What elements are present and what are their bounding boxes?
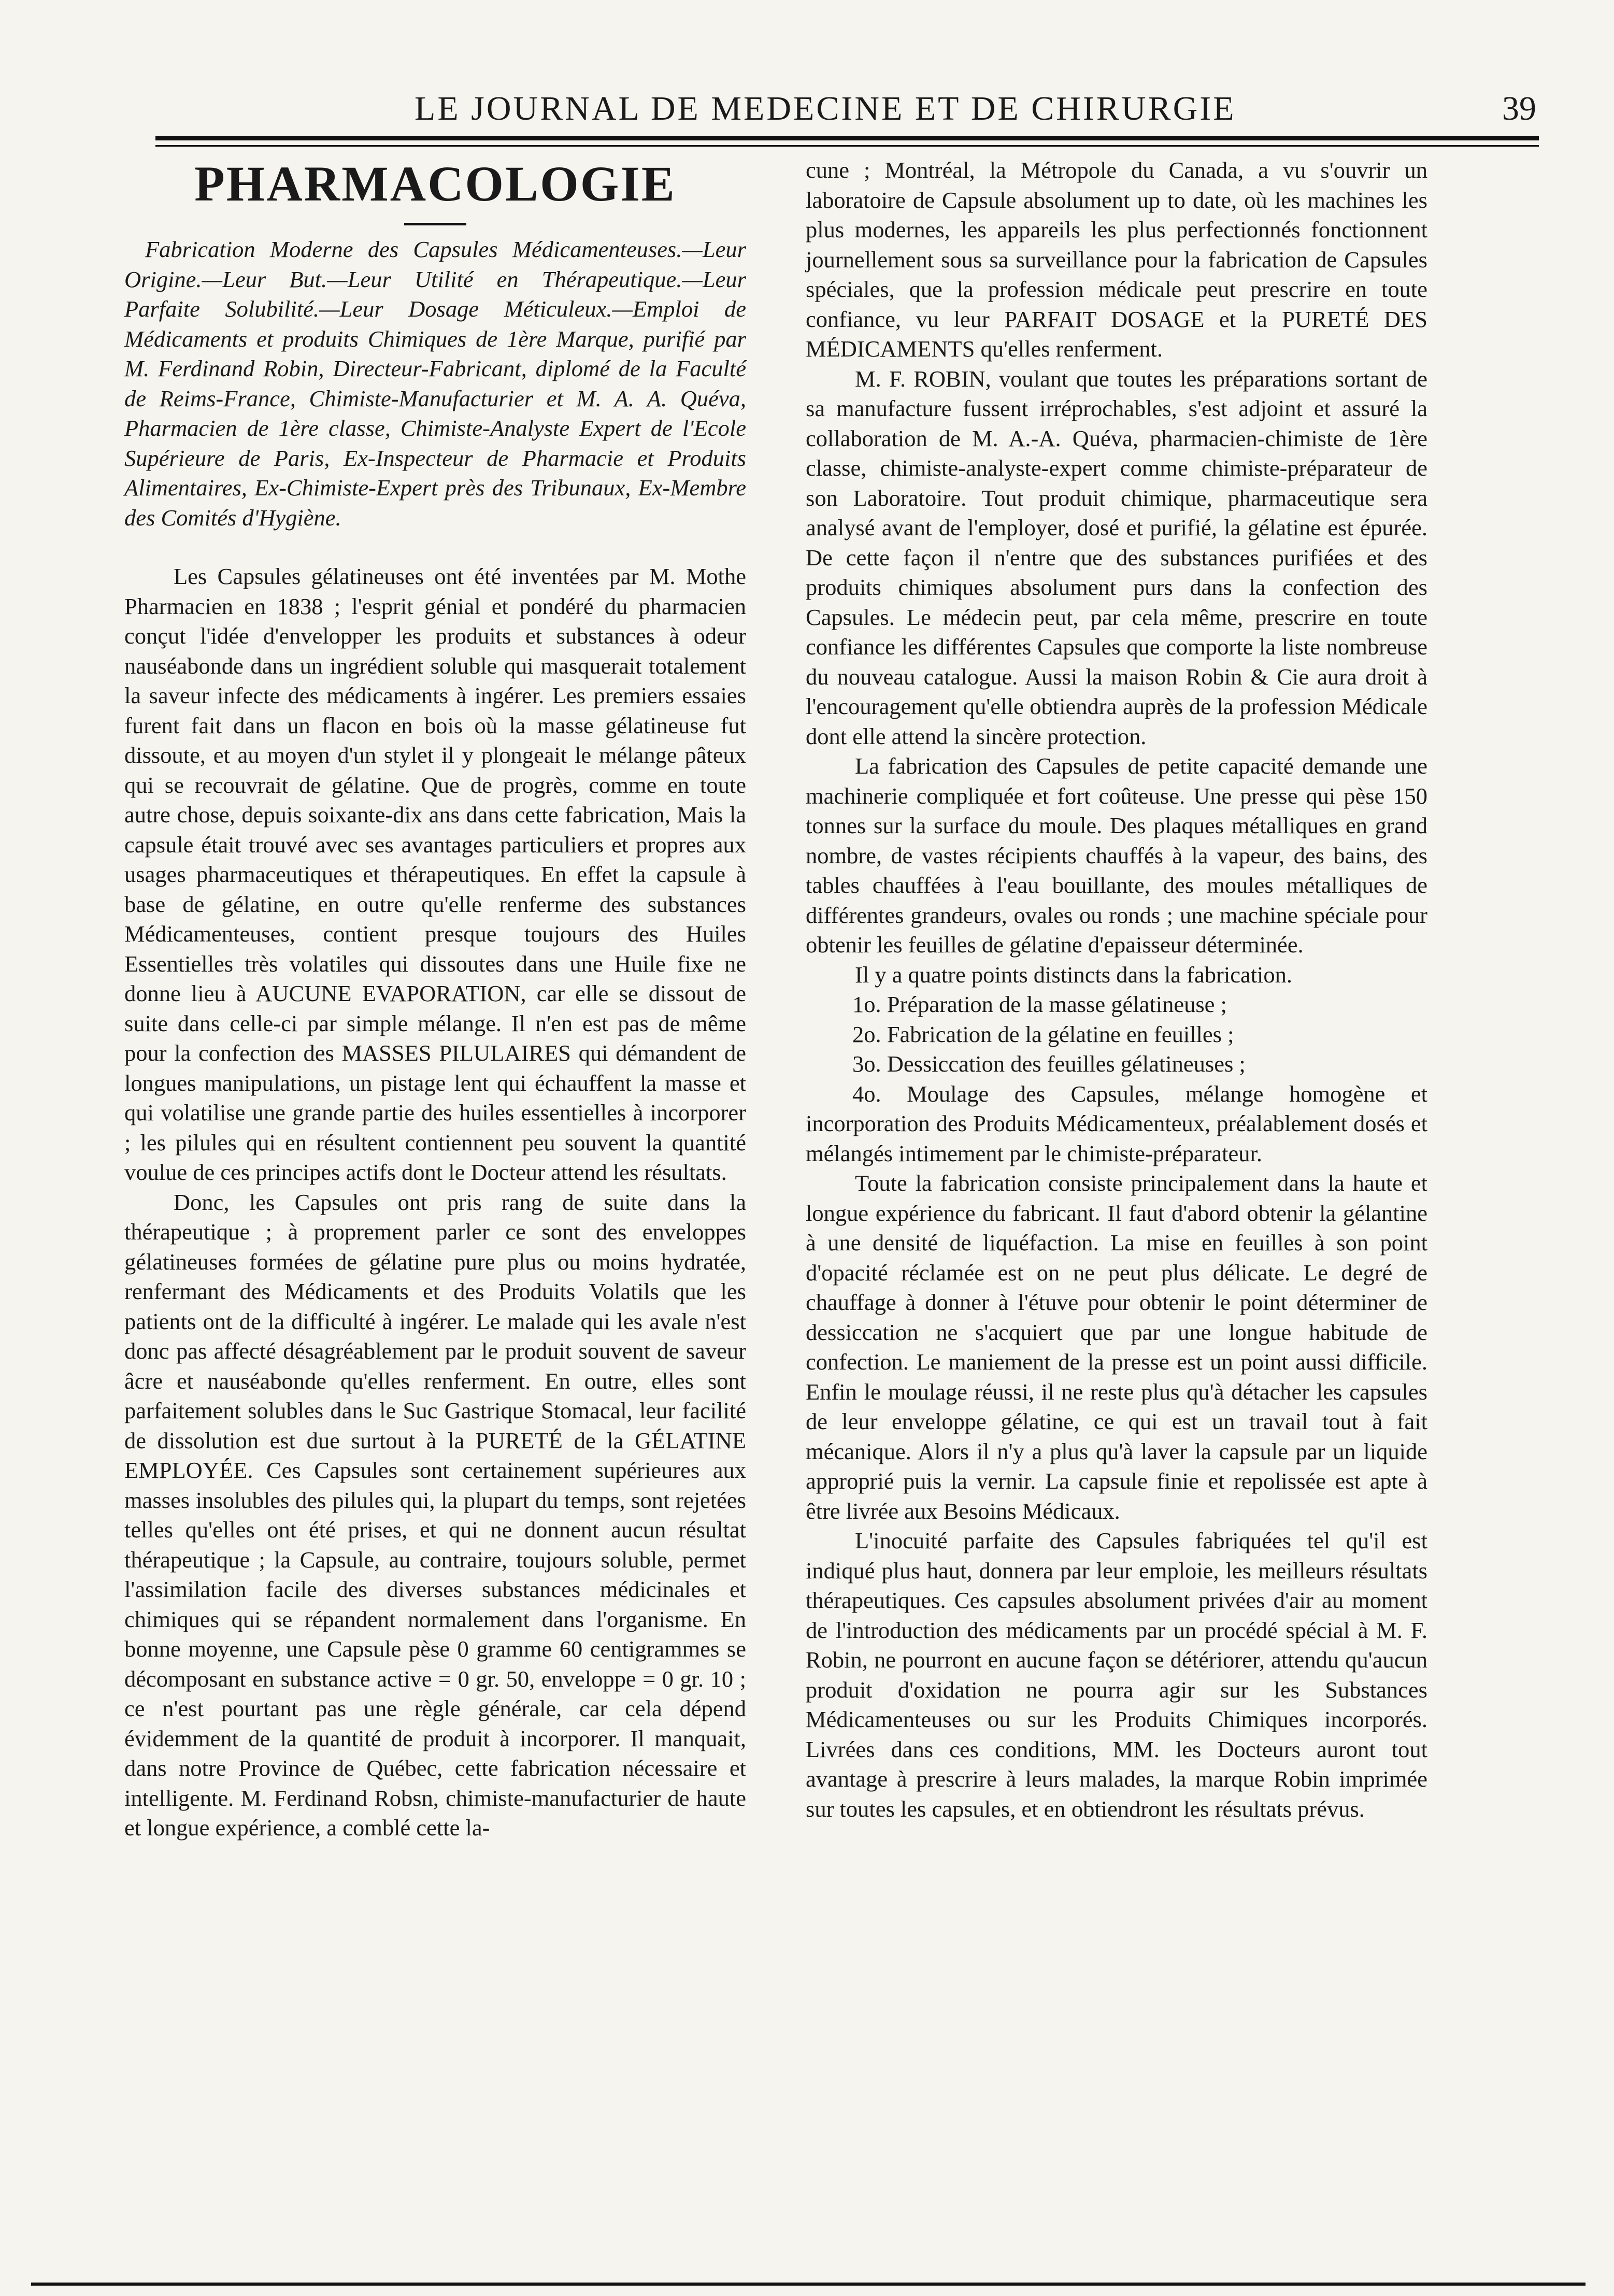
paragraph: Les Capsules gélatineuses ont été inventées par M. Mothe Pharmacien en 1838 ; l'esprit génial et pondéré du pharmacien conçut l'idée d'envelopper les produits et substances à odeur nauséabonde dans un ingrédient soluble qui masquerait totalement la saveur infecte des médicaments à ingérer. Les premiers essaies furent fait dans un flacon en bois où la masse gélatineuse fut dissoute, et au moyen d'un stylet il y plongeait le mélange pâteux qui se recouvrait de gélatine. Que de progrès, comme en toute autre chose, depuis soixante-dix ans dans cette fabrication, Mais la capsule était trouvé avec ses avantages particuliers et propres aux usages pharmaceutiques et thérapeutiques. En effet la capsule à base de gélatine, en outre qu'elle renferme des substances Médicamenteuses, contient presque toujours des Huiles Essentielles très volatiles qui dissoutes dans une Huile fixe ne donne lieu à AUCUNE EVAPORATION, car elle se dissout de suite dans celle-ci par simple mélange. Il n'en est pas de même pour la confection des MASSES PILULAIRES qui démandent de longues manipulations, un pistage lent qui échauffent la masse et qui volatilise une grande partie des huiles essentielles à incorporer ; les pilules qui en résultent contiennent peu souvent la quantité voulue de ces principes actifs dont le Docteur attend les résultats. — [124, 563, 746, 1185]
paragraph: Toute la fabrication consiste principalement dans la haute et longue expérience du fabricant. Il faut d'abord obtenir la gélantine à une densité de liquéfaction. La mise en feuilles à son point d'opacité réclamée est on ne peut plus délicate. Le degré de chauffage à donner à l'étuve pour obtenir le point déterminer de dessiccation ne s'acquiert que par une longue habitude de confection. Le maniement de la presse est un point aussi difficile. Enfin le moulage réussi, il ne reste plus qu'à détacher les capsules de leur enveloppe gélatine, ce qui est un travail tout à fait mécanique. Alors il n'y a plus qu'à laver la capsule par un liquide approprié puis la vernir. La capsule finie et repolissée est apte à être livrée aux Besoins Médicaux. — [806, 1170, 1427, 1524]
title-rule — [404, 223, 466, 225]
running-head — [155, 78, 1539, 140]
article-subtitle: Fabrication Moderne des Capsules Médicamenteuses.—Leur Origine.—Leur But.—Leur Utilité en Thérapeutique.—Leur Parfaite Solubilité.—Leur Dosage Méticuleux.—Emploi de Médicaments et produits Chimiques de 1ère Marque, purifié par M. Ferdinand Robin, Directeur-Fabricant, diplomé de la Faculté de Reims-France, Chimiste-Manufacturier et M. A. A. Quéva, Pharmacien de 1ère classe, Chimiste-Analyste Expert de l'Ecole Supérieure de Paris, Ex-Inspecteur de Pharmacie et Produits Alimentaires, Ex-Chimiste-Expert près des Tribunaux, Ex-Membre des Comités d'Hygiène. — [124, 236, 746, 531]
right-column — [806, 155, 1427, 1824]
paragraph: L'inocuité parfaite des Capsules fabriquées tel qu'il est indiqué plus haut, donnera par leur emploie, les meilleurs résultats thérapeutiques. Ces capsules absolument privées d'air au moment de l'introduction des médicaments par un procédé spécial à M. F. Robin, ne pourront en aucune façon se détériorer, attendu qu'aucun produit d'oxidation ne pourra agir sur les Substances Médicamenteuses ou sur les Produits Chimiques incorporés. Livrées dans ces conditions, MM. les Docteurs auront tout avantage à prescrire à leurs malades, la marque Robin imprimée sur toutes les capsules, et en obtiendront les résultats prévus. — [806, 1528, 1427, 1822]
section-title: PHARMACOLOGIE — [194, 156, 676, 211]
header-rule-thin — [155, 145, 1539, 147]
journal-title: LE JOURNAL DE MEDECINE ET DE CHIRURGIE — [415, 90, 1236, 127]
list-item: 4o. Moulage des Capsules, mélange homogène et incorporation des Produits Médicamenteux, préalablement dosés et mélangés intimement par le chimiste-préparateur. — [806, 1080, 1427, 1166]
paragraph: cune ; Montréal, la Métropole du Canada, a vu s'ouvrir un laboratoire de Capsule absolument up to date, où les machines les plus modernes, les appareils les plus perfectionnés fonctionnent journellement sous sa surveillance pour la fabrication de Capsules spéciales, que la profession médicale peut prescrire en toute confiance, vu leur PARFAIT DOSAGE et la PURETÉ DES MÉDICAMENTS qu'elles renferment. — [806, 157, 1427, 362]
list-item: 1o. Préparation de la masse gélatineuse ; — [852, 991, 1227, 1017]
paragraph: La fabrication des Capsules de petite capacité demande une machinerie compliquée et fort coûteuse. Une presse qui pèse 150 tonnes sur la surface du moule. Des plaques métalliques en grand nombre, de vastes récipients chauffés à la vapeur, des bains, des tables chauffées à l'eau bouillante, des moules métalliques de différentes grandeurs, ovales ou ronds ; une machine spéciale pour obtenir les feuilles de gélatine d'epaisseur déterminée. — [806, 753, 1427, 958]
list-item: 3o. Dessiccation des feuilles gélatineuses ; — [852, 1051, 1246, 1077]
paragraph: Il y a quatre points distincts dans la fabrication. — [855, 961, 1293, 988]
paragraph: Donc, les Capsules ont pris rang de suite dans la thérapeutique ; à proprement parler ce sont des enveloppes gélatineuses formées de gélatine pure plus ou moins hydratée, renfermant des Médicaments et des Produits Volatils que les patients ont de la difficulté à ingérer. Le malade qui les avale n'est donc pas affecté désagréablement par le produit souvent de saveur âcre et nauséabonde qu'elles renferment. En outre, elles sont parfaitement solubles dans le Suc Gastrique Stomacal, leur facilité de dissolution est due surtout à la PURETÉ de la GÉLATINE EMPLOYÉE. Ces Capsules sont certainement supérieures aux masses insolubles des pilules qui, la plupart du temps, sont rejetées telles qu'elles ont été prises, et qui ne donnent aucun résultat thérapeutique ; la Capsule, au contraire, toujours soluble, permet l'assimilation facile des diverses substances médicinales et chimiques qui se répandent normalement dans l'organisme. En bonne moyenne, une Capsule pèse 0 gramme 60 centigrammes se décomposant en substance active = 0 gr. 50, enveloppe = 0 gr. 10 ; ce n'est pourtant pas une règle générale, car cela dépend évidemment de la quantité de produit à incorporer. Il manquait, dans notre Province de Québec, cette fabrication nécessaire et intelligente. M. Ferdinand Robsn, chimiste-manufacturier de haute et longue expérience, a comblé cette la- — [124, 1189, 746, 1841]
bottom-rule — [31, 2283, 1586, 2286]
left-column — [124, 155, 746, 1843]
list-item: 2o. Fabrication de la gélatine en feuilles ; — [852, 1021, 1234, 1047]
page-number: 39 — [1502, 90, 1536, 127]
paragraph: M. F. ROBIN, voulant que toutes les préparations sortant de sa manufacture fussent irréprochables, s'est adjoint et assuré la collaboration de M. A.-A. Quéva, pharmacien-chimiste de 1ère classe, chimiste-analyste-expert comme chimiste-préparateur de son Laboratoire. Tout produit chimique, pharmaceutique sera analysé avant de l'employer, dosé et purifié, la gélatine est épurée. De cette façon il n'entre que des substances purifiées et des produits chimiques absolument purs dans la confection des Capsules. Le médecin peut, par cela même, prescrire en toute confiance les différentes Capsules que comporte la liste nombreuse du nouveau catalogue. Aussi la maison Robin & Cie aura droit à l'encouragement qu'elle obtiendra auprès de la profession Médicale dont elle attend la sincère protection. — [806, 365, 1427, 749]
header-rule — [155, 136, 1539, 140]
